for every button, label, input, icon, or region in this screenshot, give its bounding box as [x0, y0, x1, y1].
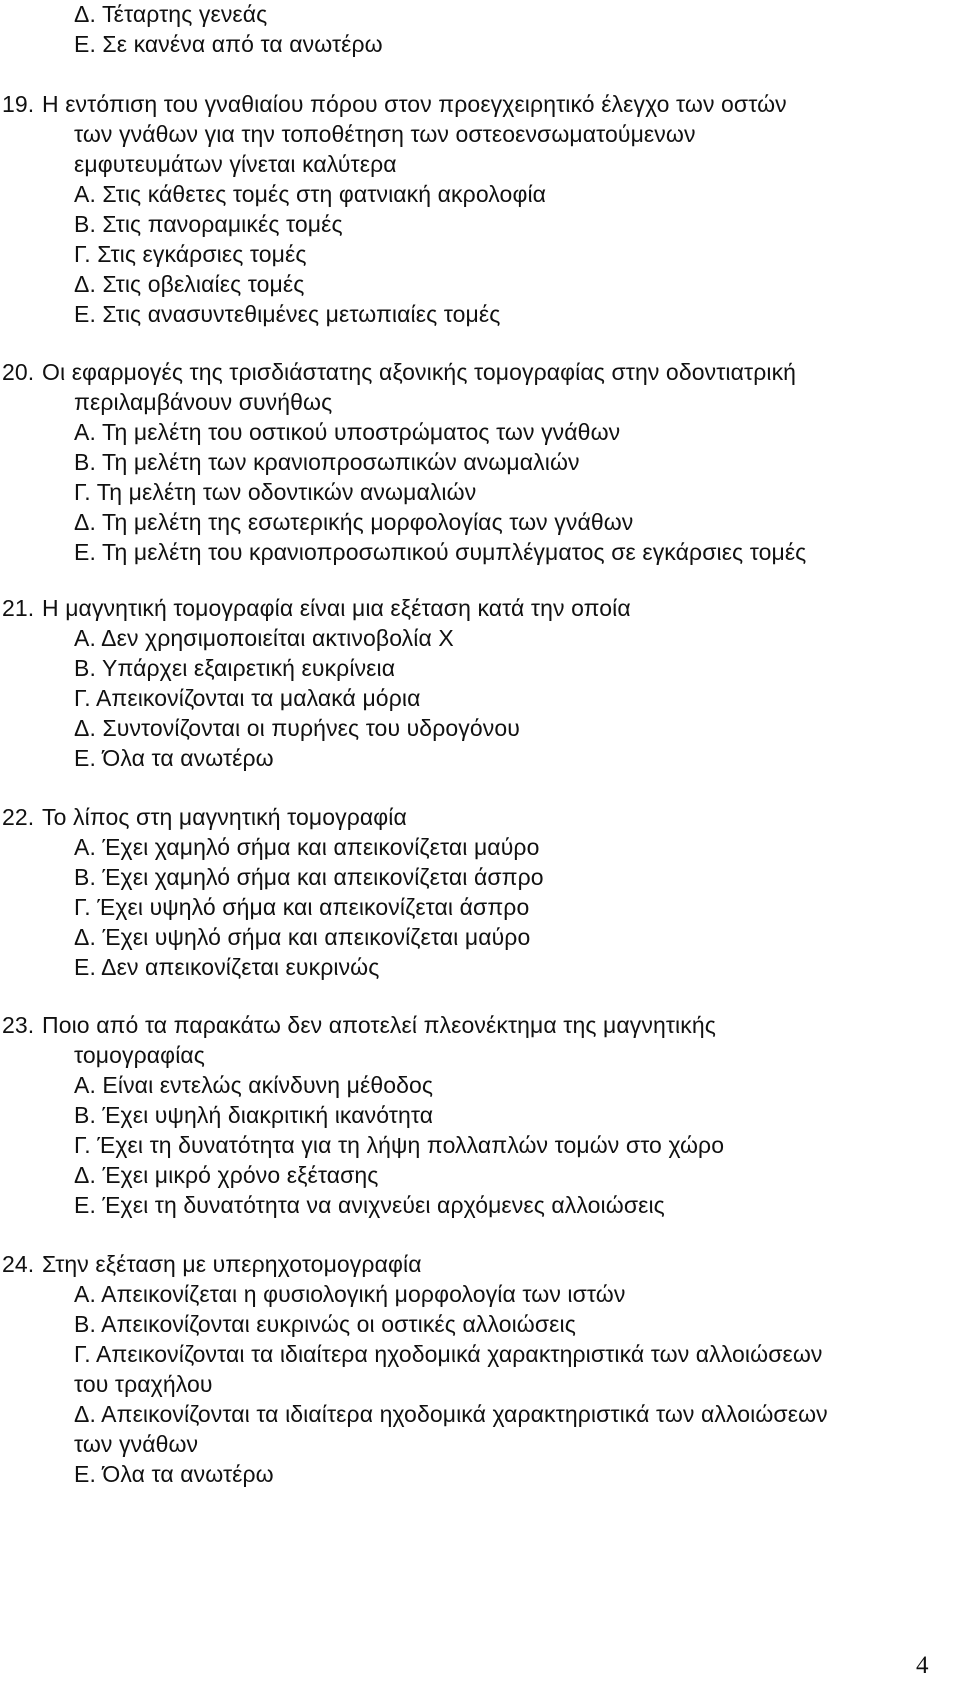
question-number: 22.	[2, 804, 35, 830]
question-23	[2, 1011, 716, 1039]
option-a: Α. Είναι εντελώς ακίνδυνη μέθοδος	[74, 1072, 434, 1098]
option-a: Α. Δεν χρησιμοποιείται ακτινοβολία Χ	[74, 625, 454, 651]
option-b: Β. Απεικονίζονται ευκρινώς οι οστικές αλλοιώσεις	[74, 1311, 576, 1337]
option-a: Α. Απεικονίζεται η φυσιολογική μορφολογία των ιστών	[74, 1281, 626, 1307]
option-e: Ε. Τη μελέτη του κρανιοπροσωπικού συμπλέγματος σε εγκάρσιες τομές	[74, 539, 807, 565]
option-c: Γ. Τη μελέτη των οδοντικών ανωμαλιών	[74, 479, 477, 505]
option-d: Δ. Συντονίζονται οι πυρήνες του υδρογόνου	[74, 715, 520, 741]
question-number: 20.	[2, 359, 35, 385]
question-text: Το λίπος στη μαγνητική τομογραφία	[42, 804, 407, 830]
option-d-cont: των γνάθων	[74, 1431, 199, 1457]
option-d: Δ. Έχει μικρό χρόνο εξέτασης	[74, 1162, 379, 1188]
option-a: Α. Έχει χαμηλό σήμα και απεικονίζεται μαύρο	[74, 834, 540, 860]
question-19	[2, 90, 787, 118]
option-e: Ε. Στις ανασυντεθιμένες μετωπιαίες τομές	[74, 301, 501, 327]
option-e: Ε. Έχει τη δυνατότητα να ανιχνεύει αρχόμενες αλλοιώσεις	[74, 1192, 665, 1218]
option-c: Γ. Έχει υψηλό σήμα και απεικονίζεται άσπρο	[74, 894, 530, 920]
question-text: Η μαγνητική τομογραφία είναι μια εξέταση κατά την οποία	[42, 595, 631, 621]
option-e: Ε. Δεν απεικονίζεται ευκρινώς	[74, 954, 380, 980]
option-b: Β. Στις πανοραμικές τομές	[74, 211, 343, 237]
option-a: Α. Στις κάθετες τομές στη φατνιακή ακρολοφία	[74, 181, 547, 207]
option-d: Δ. Απεικονίζονται τα ιδιαίτερα ηχοδομικά χαρακτηριστικά των αλλοιώσεων	[74, 1401, 828, 1427]
question-text-cont: εμφυτευμάτων γίνεται καλύτερα	[74, 151, 397, 177]
question-text-cont: περιλαμβάνουν συνήθως	[74, 389, 333, 415]
option-d: Δ. Τη μελέτη της εσωτερικής μορφολογίας των γνάθων	[74, 509, 634, 535]
question-number: 21.	[2, 595, 35, 621]
question-20	[2, 358, 796, 386]
option-e: Ε. Όλα τα ανωτέρω	[74, 1461, 274, 1487]
option-d: Δ. Έχει υψηλό σήμα και απεικονίζεται μαύρο	[74, 924, 531, 950]
page-number: 4	[916, 1652, 929, 1679]
option-a: Α. Τη μελέτη του οστικού υποστρώματος των γνάθων	[74, 419, 621, 445]
question-22	[2, 803, 407, 831]
question-number: 23.	[2, 1012, 35, 1038]
option-c: Γ. Έχει τη δυνατότητα για τη λήψη πολλαπλών τομών στο χώρο	[74, 1132, 725, 1158]
option-d-prev: Δ. Τέταρτης γενεάς	[74, 1, 268, 27]
option-b: Β. Έχει χαμηλό σήμα και απεικονίζεται άσπρο	[74, 864, 544, 890]
option-e: Ε. Όλα τα ανωτέρω	[74, 745, 274, 771]
option-c: Γ. Απεικονίζονται τα ιδιαίτερα ηχοδομικά χαρακτηριστικά των αλλοιώσεων	[74, 1341, 823, 1367]
option-b: Β. Υπάρχει εξαιρετική ευκρίνεια	[74, 655, 396, 681]
question-text: Ποιο από τα παρακάτω δεν αποτελεί πλεονέκτημα της μαγνητικής	[42, 1012, 716, 1038]
option-c-cont: του τραχήλου	[74, 1371, 213, 1397]
question-21	[2, 594, 631, 622]
question-text: Η εντόπιση του γναθιαίου πόρου στον προεγχειρητικό έλεγχο των οστών	[42, 91, 787, 117]
option-e-prev: Ε. Σε κανένα από τα ανωτέρω	[74, 31, 383, 57]
question-text-cont: των γνάθων για την τοποθέτηση των οστεοενσωματούμενων	[74, 121, 696, 147]
option-d: Δ. Στις οβελιαίες τομές	[74, 271, 305, 297]
option-c: Γ. Στις εγκάρσιες τομές	[74, 241, 307, 267]
question-number: 19.	[2, 91, 35, 117]
question-number: 24.	[2, 1251, 35, 1277]
option-c: Γ. Απεικονίζονται τα μαλακά μόρια	[74, 685, 421, 711]
question-24	[2, 1250, 422, 1278]
option-b: Β. Τη μελέτη των κρανιοπροσωπικών ανωμαλιών	[74, 449, 580, 475]
question-text: Οι εφαρμογές της τρισδιάστατης αξονικής τομογραφίας στην οδοντιατρική	[42, 359, 797, 385]
option-b: Β. Έχει υψηλή διακριτική ικανότητα	[74, 1102, 434, 1128]
question-text: Στην εξέταση με υπερηχοτομογραφία	[42, 1251, 422, 1277]
question-text-cont: τομογραφίας	[74, 1042, 205, 1068]
